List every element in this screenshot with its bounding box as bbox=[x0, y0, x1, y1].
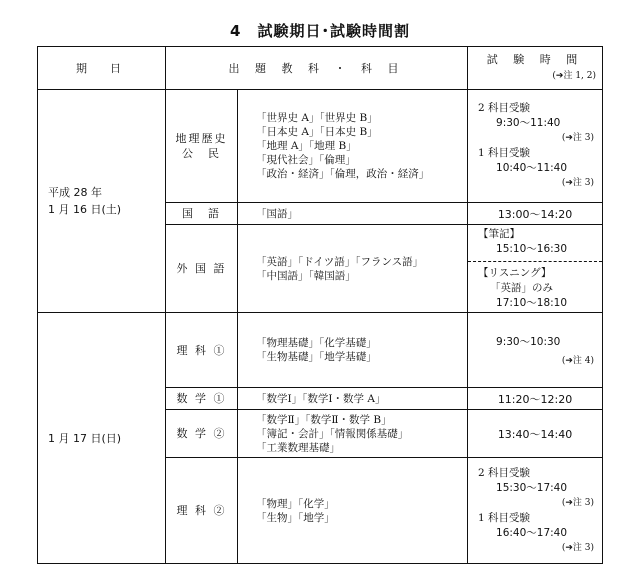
time-note: (➔注 3) bbox=[561, 178, 595, 188]
subject-line: 「英語」「ドイツ語」「フランス語」 bbox=[256, 255, 424, 268]
time-note: (➔注 3) bbox=[561, 542, 595, 553]
time-kokugo: 13:00～14:20 bbox=[468, 203, 603, 225]
table-row bbox=[38, 90, 603, 203]
time-value: 15:30～17:40 bbox=[496, 481, 568, 494]
time-foreign bbox=[468, 225, 603, 313]
subjects-sci2 bbox=[238, 458, 468, 564]
time-note: (➔注 3) bbox=[561, 497, 595, 508]
time-value: 15:10～16:30 bbox=[496, 242, 568, 255]
category-geo-line2: 公 民 bbox=[182, 147, 221, 160]
time-value: 16:40～17:40 bbox=[496, 526, 568, 539]
time-sci2 bbox=[468, 458, 603, 564]
header-time bbox=[468, 47, 603, 90]
exam-schedule-table bbox=[37, 46, 603, 564]
day1-date-year: 平成 28 年 bbox=[48, 186, 102, 199]
day2-date: 1 月 17 日(日) bbox=[38, 313, 166, 564]
subject-line: 「物理」「化学」 bbox=[256, 497, 335, 510]
subjects-kokugo: 「国語」 bbox=[238, 203, 468, 225]
subjects-math1: 「数学Ⅰ」「数学Ⅰ・数学 A」 bbox=[238, 388, 468, 410]
time-note: 「英語」のみ bbox=[490, 281, 554, 294]
category-math1: 数 学 ① bbox=[166, 388, 238, 410]
subject-line: 「中国語」「韓国語」 bbox=[256, 269, 356, 282]
time-label: 2 科目受験 bbox=[478, 102, 531, 114]
subject-line: 「生物基礎」「地学基礎」 bbox=[256, 351, 377, 363]
subject-line: 「簿記・会計」「情報関係基礎」 bbox=[256, 427, 409, 440]
subject-line: 「世界史 A」「世界史 B」 bbox=[256, 112, 378, 124]
header-date: 期 日 bbox=[38, 47, 166, 90]
time-geo bbox=[468, 90, 603, 203]
subjects-geo bbox=[238, 90, 468, 203]
subject-line: 「現代社会」「倫理」 bbox=[256, 154, 356, 166]
header-subject: 出 題 教 科 ・ 科 目 bbox=[166, 47, 468, 90]
subject-line: 「生物」「地学」 bbox=[256, 511, 335, 524]
header-time-label: 試 験 時 間 bbox=[486, 53, 584, 66]
category-sci1: 理 科 ① bbox=[166, 313, 238, 388]
time-sci1 bbox=[468, 313, 603, 388]
subjects-sci1 bbox=[238, 313, 468, 388]
time-math1: 11:20～12:20 bbox=[468, 388, 603, 410]
page-title: 4 試験期日･試験時間割 bbox=[230, 22, 410, 40]
subject-line: 「政治・経済」「倫理，政治・経済」 bbox=[256, 168, 430, 180]
category-geo bbox=[166, 90, 238, 203]
header-row bbox=[38, 47, 603, 90]
time-note: (➔注 4) bbox=[561, 356, 595, 366]
category-math2: 数 学 ② bbox=[166, 410, 238, 458]
time-value: 10:40～11:40 bbox=[496, 162, 568, 174]
time-value: 9:30～10:30 bbox=[496, 336, 561, 348]
time-note: (➔注 3) bbox=[561, 133, 595, 143]
subject-line: 「日本史 A」「日本史 B」 bbox=[256, 126, 378, 138]
subjects-math2 bbox=[238, 410, 468, 458]
time-label: 【筆記】 bbox=[478, 227, 521, 240]
time-value: 9:30～11:40 bbox=[496, 117, 561, 129]
time-label: 2 科目受験 bbox=[478, 466, 531, 479]
subject-line: 「物理基礎」「化学基礎」 bbox=[256, 337, 377, 349]
subject-line: 「地理 A」「地理 B」 bbox=[256, 140, 357, 152]
time-label: 1 科目受験 bbox=[478, 511, 531, 524]
day1-date bbox=[38, 90, 166, 313]
table-row bbox=[38, 313, 603, 388]
subject-line: 「数学Ⅱ」「数学Ⅱ・数学 B」 bbox=[256, 413, 392, 426]
time-divider bbox=[468, 261, 602, 262]
header-time-note: (➔注 1, 2) bbox=[552, 71, 597, 81]
category-kokugo: 国 語 bbox=[166, 203, 238, 225]
time-label: 【リスニング】 bbox=[478, 266, 552, 279]
category-geo-line1: 地理歴史 bbox=[175, 132, 228, 145]
category-foreign: 外 国 語 bbox=[166, 225, 238, 313]
category-sci2: 理 科 ② bbox=[166, 458, 238, 564]
time-label: 1 科目受験 bbox=[478, 147, 531, 159]
subject-line: 「工業数理基礎」 bbox=[256, 441, 340, 454]
subjects-foreign bbox=[238, 225, 468, 313]
time-value: 17:10～18:10 bbox=[496, 296, 568, 309]
day1-date-day: 1 月 16 日(土) bbox=[48, 203, 122, 216]
time-math2: 13:40～14:40 bbox=[468, 410, 603, 458]
